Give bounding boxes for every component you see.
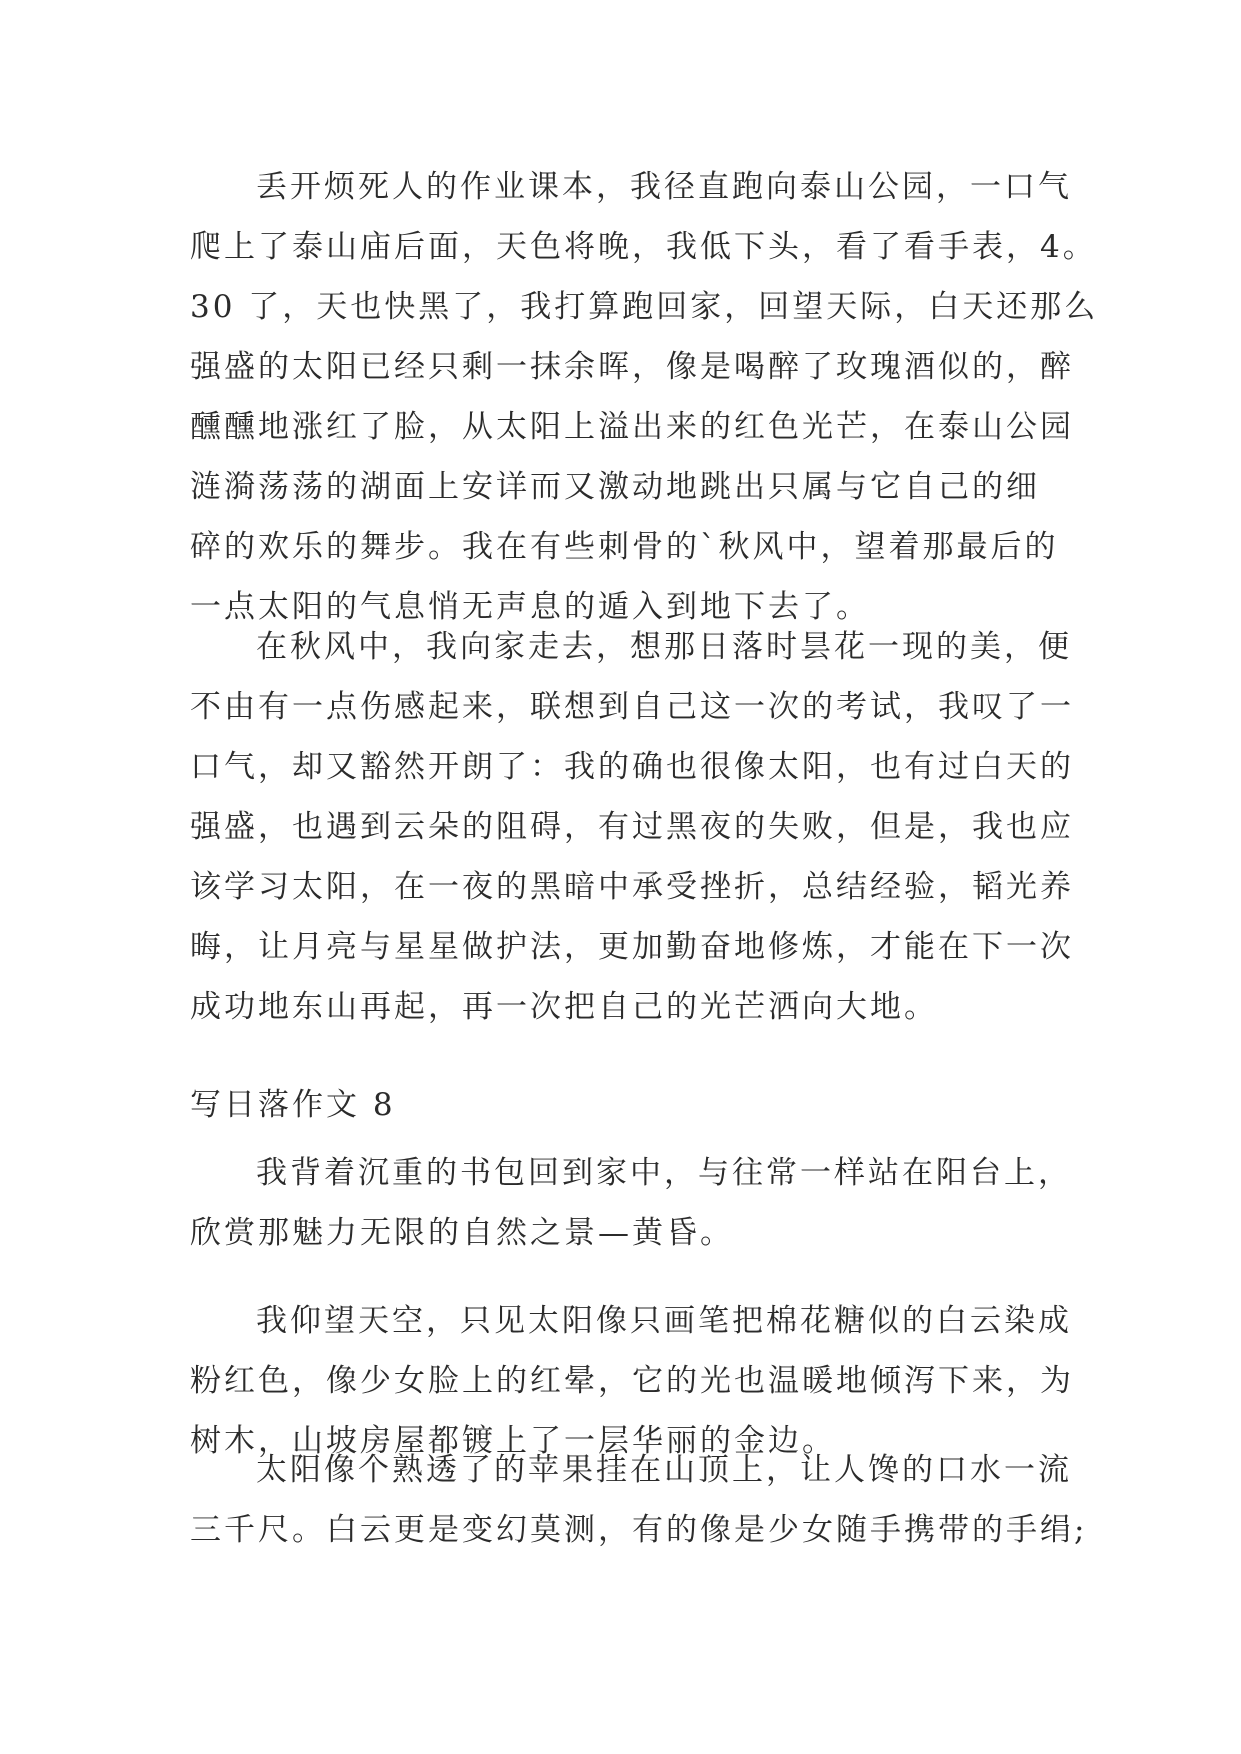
paragraph-line: 在秋风中，我向家走去，想那日落时昙花一现的美，便 [256, 629, 1072, 665]
paragraph-3 [190, 1143, 1070, 1263]
paragraph-line: 太阳像个熟透了的苹果挂在山顶上，让人馋的口水一流 [256, 1452, 1072, 1488]
paragraph-line: 三千尺。白云更是变幻莫测，有的像是少女随手携带的手绢; [190, 1512, 1088, 1548]
paragraph-line: 涟漪荡荡的湖面上安详而又激动地跳出只属与它自己的细 [190, 469, 1040, 505]
paragraph-line: 树木，山坡房屋都镀上了一层华丽的金边。 [190, 1423, 836, 1459]
paragraph-line: 欣赏那魅力无限的自然之景—黄昏。 [190, 1215, 734, 1251]
paragraph-2 [190, 617, 1074, 1037]
paragraph-line: 粉红色，像少女脸上的红晕，它的光也温暖地倾泻下来，为 [190, 1363, 1074, 1399]
paragraph-line: 醺醺地涨红了脸，从太阳上溢出来的红色光芒，在泰山公园 [190, 409, 1074, 445]
paragraph-line: 口气，却又豁然开朗了：我的确也很像太阳，也有过白天的 [190, 749, 1074, 785]
paragraph-line: 该学习太阳，在一夜的黑暗中承受挫折，总结经验，韬光养 [190, 869, 1074, 905]
paragraph-line: 我仰望天空，只见太阳像只画笔把棉花糖似的白云染成 [256, 1303, 1072, 1339]
paragraph-line: 碎的欢乐的舞步。我在有些刺骨的`秋风中，望着那最后的 [190, 529, 1059, 565]
paragraph-line: 不由有一点伤感起来，联想到自己这一次的考试，我叹了一 [190, 689, 1074, 725]
paragraph-line: 晦，让月亮与星星做护法，更加勤奋地修炼，才能在下一次 [190, 929, 1074, 965]
paragraph-line: 成功地东山再起，再一次把自己的光芒洒向大地。 [190, 989, 938, 1025]
paragraph-line: 强盛的太阳已经只剩一抹余晖，像是喝醉了玫瑰酒似的，醉 [190, 349, 1074, 385]
section-heading [190, 1075, 1070, 1135]
paragraph-line: 强盛，也遇到云朵的阻碍，有过黑夜的失败，但是，我也应 [190, 809, 1074, 845]
paragraph-line: 我背着沉重的书包回到家中，与往常一样站在阳台上， [256, 1155, 1072, 1191]
paragraph-line: 一点太阳的气息悄无声息的遁入到地下去了。 [190, 589, 870, 625]
paragraph-line: 30 了，天也快黑了，我打算跑回家，回望天际，白天还那么 [190, 289, 1099, 325]
paragraph-5 [190, 1440, 1088, 1560]
paragraph-line: 丢开烦死人的作业课本，我径直跑向泰山公园，一口气 [256, 169, 1072, 205]
section-heading-text: 写日落作文 8 [190, 1087, 396, 1123]
paragraph-1 [190, 157, 1099, 637]
paragraph-line: 爬上了泰山庙后面，天色将晚，我低下头，看了看手表，4。 [190, 229, 1097, 265]
